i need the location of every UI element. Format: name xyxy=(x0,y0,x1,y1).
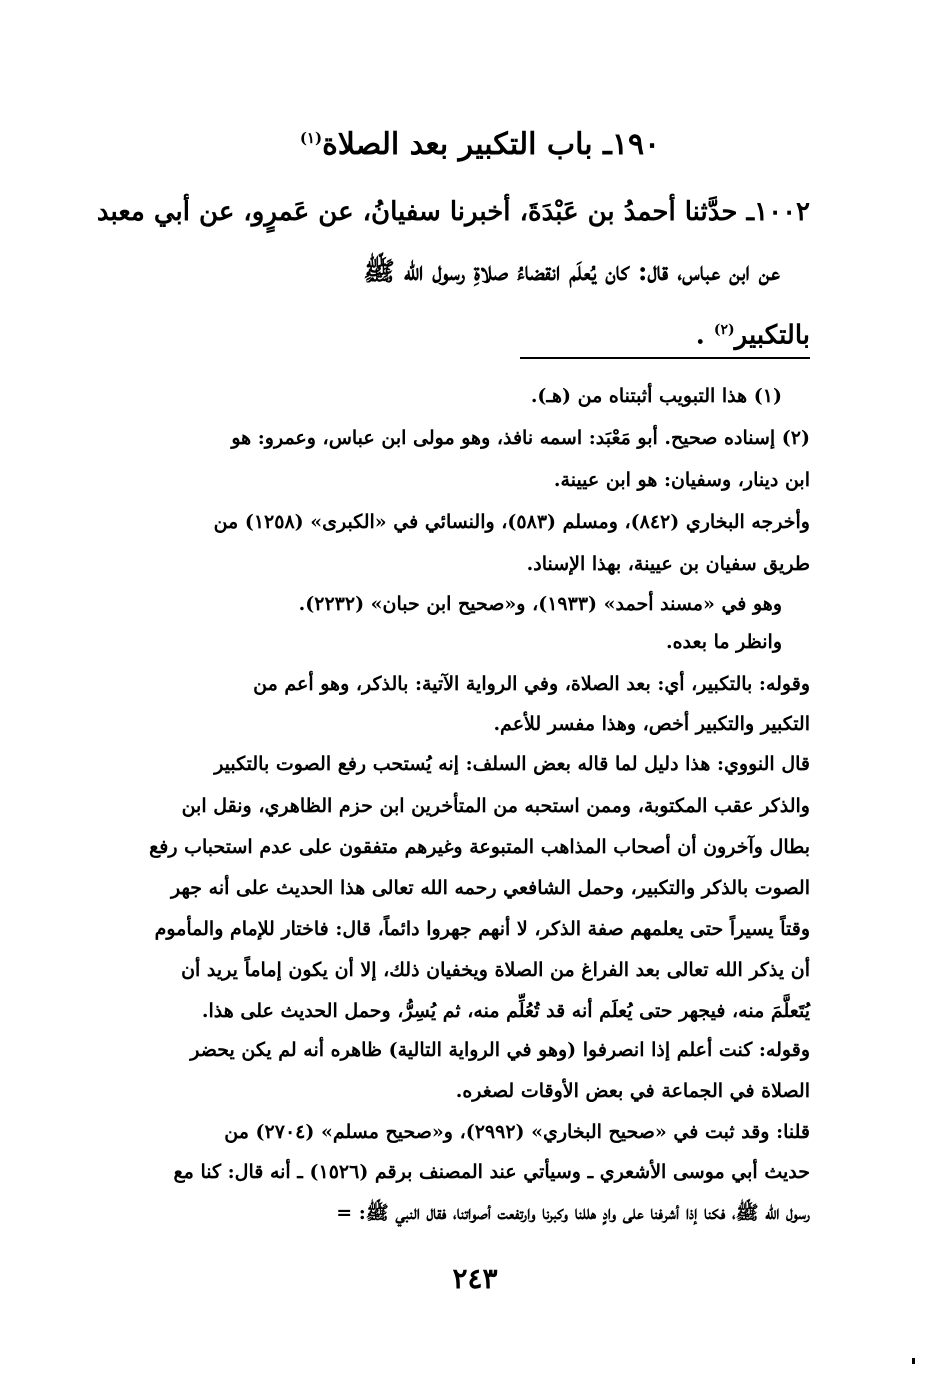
hadith-line-2: عن ابن عباس، قال: كان يُعلَم انقضاءُ صلاةِ رسول الله ﷺ xyxy=(363,257,780,287)
footnote-divider xyxy=(520,357,810,359)
footnote-line: قلنا: وقد ثبت في «صحيح البخاري» (٢٩٩٢)، و«صحيح مسلم» (٢٧٠٤) من xyxy=(224,1121,810,1143)
hadith-line-3-end: . xyxy=(695,320,705,351)
footnote-line: والذكر عقب المكتوبة، وممن استحبه من المتأخرين ابن حزم الظاهري، ونقل ابن xyxy=(181,795,810,817)
footnote-line: ابن دينار، وسفيان: هو ابن عيينة. xyxy=(553,469,810,491)
chapter-footnote-ref: (١) xyxy=(299,129,323,147)
footnote-line: وانظر ما بعده. xyxy=(665,631,782,653)
footnote-line: وقوله: بالتكبير، أي: بعد الصلاة، وفي الرواية الآتية: بالذكر، وهو أعم من xyxy=(253,673,810,695)
hadith-line-3 xyxy=(696,310,810,356)
footnote-line: قال النووي: هذا دليل لما قاله بعض السلف: إنه يُستحب رفع الصوت بالتكبير xyxy=(214,753,810,775)
footnote-line: (١) هذا التبويب أثبتناه من (هـ). xyxy=(530,385,782,407)
chapter-heading xyxy=(200,118,760,165)
footnote-line: وهو في «مسند أحمد» (١٩٣٣)، و«صحيح ابن حبان» (٢٢٣٢). xyxy=(298,593,782,615)
scan-mark xyxy=(912,1358,915,1364)
footnote-line: طريق سفيان بن عيينة، بهذا الإسناد. xyxy=(526,553,810,575)
hadith-footnote-ref: (٢) xyxy=(713,322,735,338)
footnote-line: وقوله: كنت أعلم إذا انصرفوا (وهو في الرواية التالية) ظاهره أنه لم يكن يحضر xyxy=(190,1039,810,1061)
page-number: ٢٤٣ xyxy=(452,1262,498,1295)
footnote-line: يُتَعلَّمَ منه، فيجهر حتى يُعلَم أنه قد تُعُلِّم منه، ثم يُسِرُّ، وحمل الحديث على هذا. xyxy=(201,1000,810,1022)
hadith-line-3-text: بالتكبير xyxy=(734,320,810,351)
hadith-line-1: ١٠٠٢ـ حدَّثنا أحمدُ بن عَبْدَةَ، أخبرنا سفيانُ، عن عَمرٍو، عن أبي معبد xyxy=(96,197,810,227)
footnote-line: الصوت بالذكر والتكبير، وحمل الشافعي رحمه الله تعالى هذا الحديث على أنه جهر xyxy=(171,877,810,899)
footnote-line: التكبير والتكبير أخص، وهذا مفسر للأعم. xyxy=(493,713,810,735)
footnote-line: (٢) إسناده صحيح. أبو مَعْبَد: اسمه نافذ، وهو مولى ابن عباس، وعمرو: هو xyxy=(231,427,810,449)
footnote-line: أن يذكر الله تعالى بعد الفراغ من الصلاة ويخفيان ذلك، إلا أن يكون إماماً يريد أن xyxy=(181,959,810,981)
chapter-title: ١٩٠ـ باب التكبير بعد الصلاة xyxy=(322,127,661,162)
footnote-line: الصلاة في الجماعة في بعض الأوقات لصغره. xyxy=(455,1080,810,1102)
footnote-line: وأخرجه البخاري (٨٤٢)، ومسلم (٥٨٣)، والنسائي في «الكبرى» (١٢٥٨) من xyxy=(213,511,810,533)
footnote-line: رسول الله ﷺ، فكنا إذا أشرفنا على وادٍ هللنا وكبرنا وارتفعت أصواتنا، فقال النبي ﷺ: = xyxy=(336,1202,810,1224)
footnote-line: وقتاً يسيراً حتى يعلمهم صفة الذكر، لا أنهم جهروا دائماً، قال: فاختار للإمام والمأموم xyxy=(154,918,810,940)
footnote-line: بطال وآخرون أن أصحاب المذاهب المتبوعة وغيرهم متفقون على عدم استحباب رفع xyxy=(149,836,810,858)
footnote-line: حديث أبي موسى الأشعري ـ وسيأتي عند المصنف برقم (١٥٢٦) ـ أنه قال: كنا مع xyxy=(173,1161,810,1183)
